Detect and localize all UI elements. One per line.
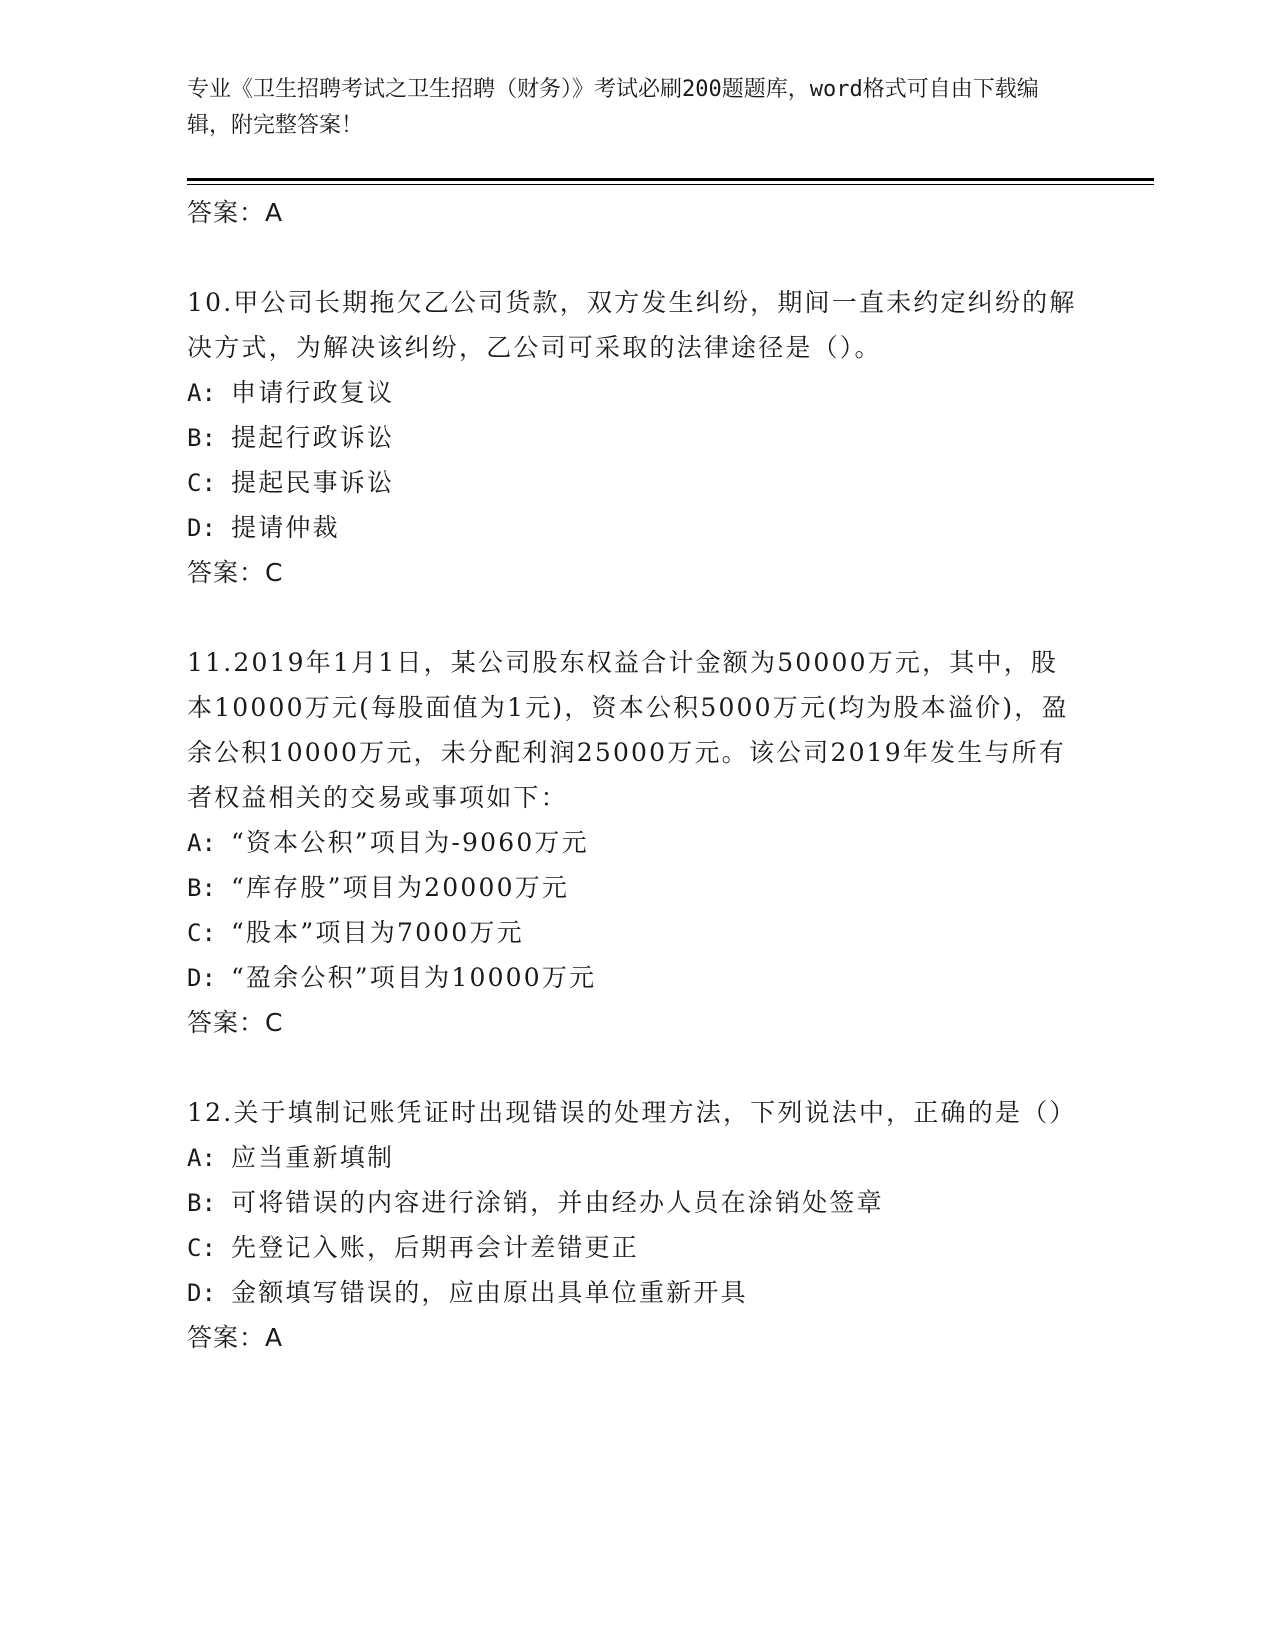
option-a bbox=[187, 1135, 1087, 1180]
option-text: 金额填写错误的，应由原出具单位重新开具 bbox=[231, 1278, 748, 1307]
option-letter: D: bbox=[187, 964, 216, 992]
header-divider-thin bbox=[187, 184, 1154, 185]
option-text: 可将错误的内容进行涂销，并由经办人员在涂销处签章 bbox=[231, 1188, 884, 1217]
option-a bbox=[187, 370, 1087, 415]
option-text: 提请仲裁 bbox=[231, 513, 340, 542]
option-text: 申请行政复议 bbox=[231, 378, 395, 407]
option-c bbox=[187, 910, 1087, 955]
question-block bbox=[187, 640, 1087, 1045]
option-letter: B: bbox=[187, 424, 216, 452]
option-text: 提起民事诉讼 bbox=[231, 468, 395, 497]
option-letter: A: bbox=[187, 829, 216, 857]
option-letter: A: bbox=[187, 379, 216, 407]
option-letter: D: bbox=[187, 514, 216, 542]
option-text: “盈余公积”项目为10000万元 bbox=[231, 963, 597, 992]
option-letter: D: bbox=[187, 1279, 216, 1307]
option-letter: C: bbox=[187, 1234, 216, 1262]
option-text: “股本”项目为7000万元 bbox=[231, 918, 524, 947]
option-letter: B: bbox=[187, 874, 216, 902]
option-d bbox=[187, 505, 1087, 550]
question-block bbox=[187, 280, 1087, 595]
question-text: 10.甲公司长期拖欠乙公司货款，双方发生纠纷，期间一直未约定纠纷的解决方式，为解决该纠纷，乙公司可采取的法律途径是（）。 bbox=[187, 288, 1077, 362]
option-b bbox=[187, 865, 1087, 910]
option-d bbox=[187, 1270, 1087, 1315]
answer-line: 答案：C bbox=[187, 1008, 284, 1037]
answer-line: 答案：C bbox=[187, 558, 284, 587]
question-text: 12.关于填制记账凭证时出现错误的处理方法，下列说法中，正确的是（） bbox=[187, 1098, 1077, 1127]
option-letter: B: bbox=[187, 1189, 216, 1217]
option-text: “库存股”项目为20000万元 bbox=[231, 873, 570, 902]
answer-line: 答案：A bbox=[187, 198, 284, 227]
option-b bbox=[187, 415, 1087, 460]
question-block bbox=[187, 1090, 1087, 1360]
question-text: 11.2019年1月1日，某公司股东权益合计金额为50000万元，其中，股本10000万元(每股面值为1元)，资本公积5000万元(均为股本溢价)，盈余公积10000万元，未分配利润25000万元。该公司2019年发生与所有者权益相关的交易或事项如下： bbox=[187, 648, 1069, 812]
header-divider-thick bbox=[187, 178, 1154, 181]
page-header: 专业《卫生招聘考试之卫生招聘（财务）》考试必刷200题题库，word格式可自由下载编辑，附完整答案！ bbox=[187, 77, 1039, 138]
document-content bbox=[187, 190, 1087, 1360]
option-c bbox=[187, 460, 1087, 505]
option-letter: A: bbox=[187, 1144, 216, 1172]
answer-line: 答案：A bbox=[187, 1323, 284, 1352]
option-letter: C: bbox=[187, 469, 216, 497]
option-letter: C: bbox=[187, 919, 216, 947]
option-b bbox=[187, 1180, 1087, 1225]
option-d bbox=[187, 955, 1087, 1000]
option-c bbox=[187, 1225, 1087, 1270]
option-text: “资本公积”项目为-9060万元 bbox=[231, 828, 589, 857]
option-text: 提起行政诉讼 bbox=[231, 423, 395, 452]
option-a bbox=[187, 820, 1087, 865]
option-text: 应当重新填制 bbox=[231, 1143, 395, 1172]
option-text: 先登记入账，后期再会计差错更正 bbox=[231, 1233, 640, 1262]
